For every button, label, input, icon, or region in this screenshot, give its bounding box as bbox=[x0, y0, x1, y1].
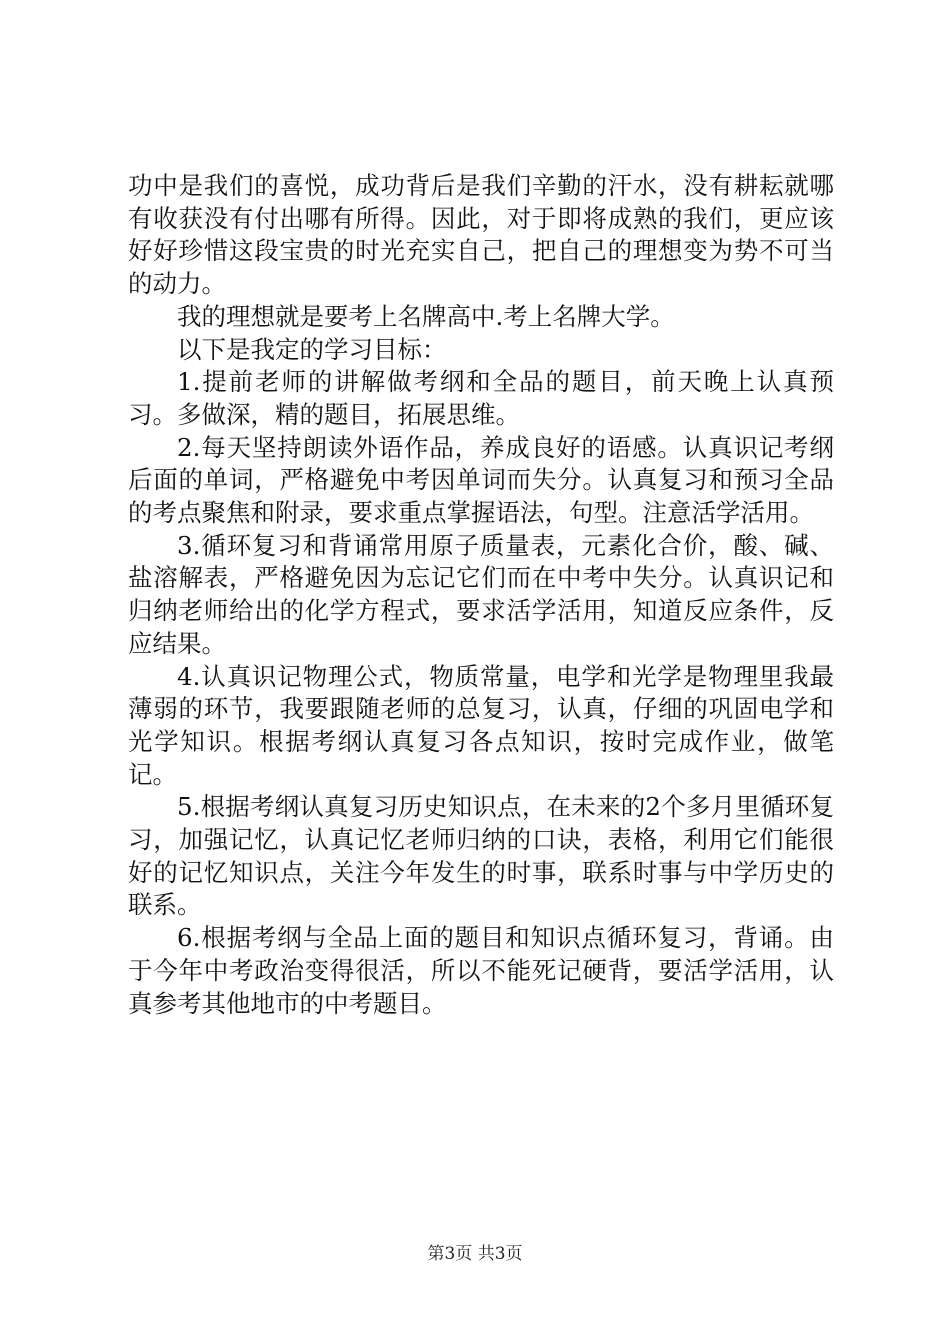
document-body bbox=[128, 170, 834, 1020]
paragraph-goal-1: 1.提前老师的讲解做考纲和全品的题目，前天晚上认真预习。多做深，精的题目，拓展思维。 bbox=[128, 367, 834, 429]
paragraph-goal-3: 3.循环复习和背诵常用原子质量表，元素化合价，酸、碱、盐溶解表，严格避免因为忘记它们而在中考中失分。认真识记和归纳老师给出的化学方程式，要求活学活用，知道反应条件，反应结果。 bbox=[128, 530, 834, 658]
paragraph-goal-6: 6.根据考纲与全品上面的题目和知识点循环复习，背诵。由于今年中考政治变得很活，所以不能死记硬背，要活学活用，认真参考其他地市的中考题目。 bbox=[128, 923, 834, 1018]
paragraph-goal-2: 2.每天坚持朗读外语作品，养成良好的语感。认真识记考纲后面的单词，严格避免中考因单词而失分。认真复习和预习全品的考点聚焦和附录，要求重点掌握语法，句型。注意活学活用。 bbox=[128, 432, 834, 528]
page-number-footer: 第3页 共3页 bbox=[427, 1244, 523, 1264]
paragraph-goal-5: 5.根据考纲认真复习历史知识点，在未来的2个多月里循环复习，加强记忆，认真记忆老师归纳的口诀，表格，利用它们能很好的记忆知识点，关注今年发生的时事，联系时事与中学历史的联系。 bbox=[128, 792, 834, 920]
paragraph-goal-4: 4.认真识记物理公式，物质常量，电学和光学是物理里我最薄弱的环节，我要跟随老师的总复习，认真，仔细的巩固电学和光学知识。根据考纲认真复习各点知识，按时完成作业，做笔记。 bbox=[128, 661, 834, 789]
paragraph-ideal: 我的理想就是要考上名牌高中.考上名牌大学。 bbox=[177, 301, 675, 331]
paragraph-continuation: 功中是我们的喜悦，成功背后是我们辛勤的汗水，没有耕耘就哪有收获没有付出哪有所得。因此，对于即将成熟的我们，更应该好好珍惜这段宝贵的时光充实自己，把自己的理想变为势不可当的动力。 bbox=[128, 171, 834, 299]
paragraph-goals-intro: 以下是我定的学习目标： bbox=[177, 334, 447, 364]
